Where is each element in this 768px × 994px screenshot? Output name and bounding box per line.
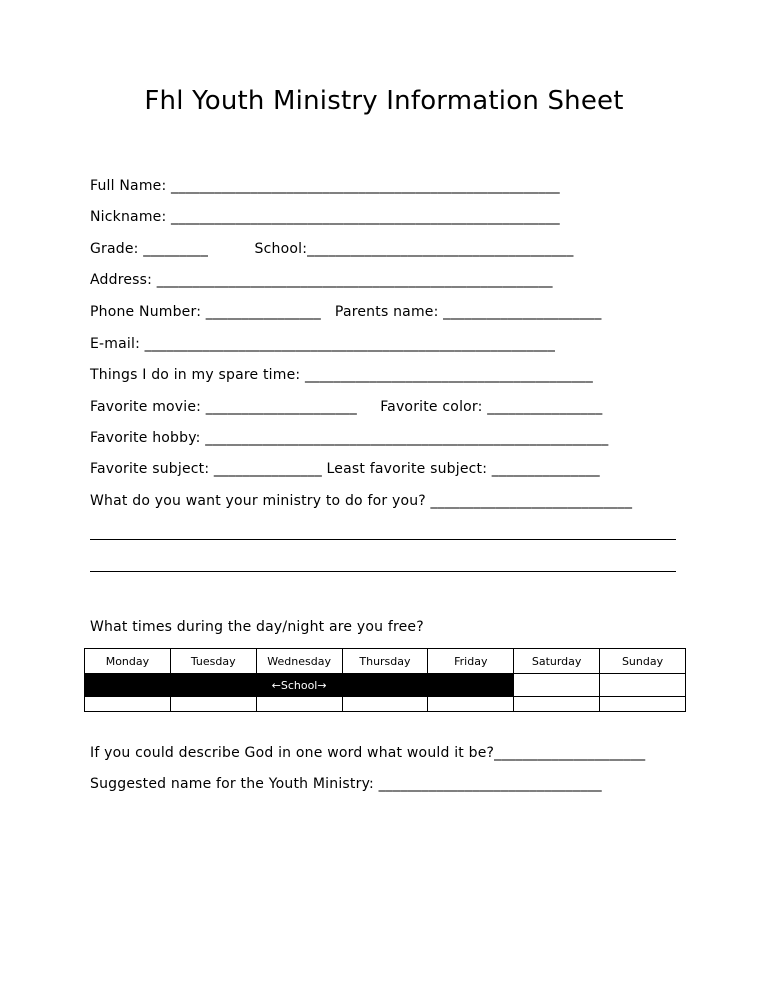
email-field[interactable]: E-mail: _________________________________________________________	[90, 336, 556, 352]
nickname-field[interactable]: Nickname: ______________________________________________________	[90, 209, 560, 225]
sunday-evening-cell[interactable]	[600, 697, 686, 712]
answer-line[interactable]	[90, 571, 676, 572]
ministry-want-field[interactable]: What do you want your ministry to do for you? ____________________________	[90, 493, 633, 509]
page-title: Fhl Youth Ministry Information Sheet	[144, 86, 624, 116]
day-header-thursday: Thursday	[342, 649, 428, 674]
saturday-cell[interactable]	[514, 674, 600, 697]
day-header-wednesday: Wednesday	[256, 649, 342, 674]
thursday-cell[interactable]	[342, 697, 428, 712]
free-times-question: What times during the day/night are you free?	[90, 619, 424, 635]
phone-parents-field[interactable]: Phone Number: ________________ Parents name: ______________________	[90, 304, 602, 320]
subject-field[interactable]: Favorite subject: _______________ Least favorite subject: _______________	[90, 461, 600, 477]
tuesday-cell[interactable]	[170, 697, 256, 712]
address-field[interactable]: Address: _______________________________________________________	[90, 272, 553, 288]
friday-cell[interactable]	[428, 697, 514, 712]
spare-time-field[interactable]: Things I do in my spare time: ________________________________________	[90, 367, 593, 383]
school-label: ←School→	[271, 678, 327, 692]
sunday-cell[interactable]	[600, 674, 686, 697]
movie-color-field[interactable]: Favorite movie: _____________________ Favorite color: ________________	[90, 399, 603, 415]
wednesday-cell[interactable]	[256, 697, 342, 712]
full-name-field[interactable]: Full Name: ______________________________________________________	[90, 178, 560, 194]
day-header-friday: Friday	[428, 649, 514, 674]
day-header-tuesday: Tuesday	[170, 649, 256, 674]
day-header-saturday: Saturday	[514, 649, 600, 674]
day-header-monday: Monday	[85, 649, 171, 674]
monday-cell[interactable]	[85, 697, 171, 712]
day-header-sunday: Sunday	[600, 649, 686, 674]
school-hours-cell	[85, 674, 514, 697]
availability-table	[84, 648, 686, 712]
grade-school-field[interactable]: Grade: _________ School:_____________________________________	[90, 241, 574, 257]
hobby-field[interactable]: Favorite hobby: ________________________________________________________	[90, 430, 609, 446]
describe-god-field[interactable]: If you could describe God in one word what would it be?_____________________	[90, 745, 646, 761]
answer-line[interactable]	[90, 539, 676, 540]
suggested-name-field[interactable]: Suggested name for the Youth Ministry: _______________________________	[90, 776, 602, 792]
saturday-evening-cell[interactable]	[514, 697, 600, 712]
